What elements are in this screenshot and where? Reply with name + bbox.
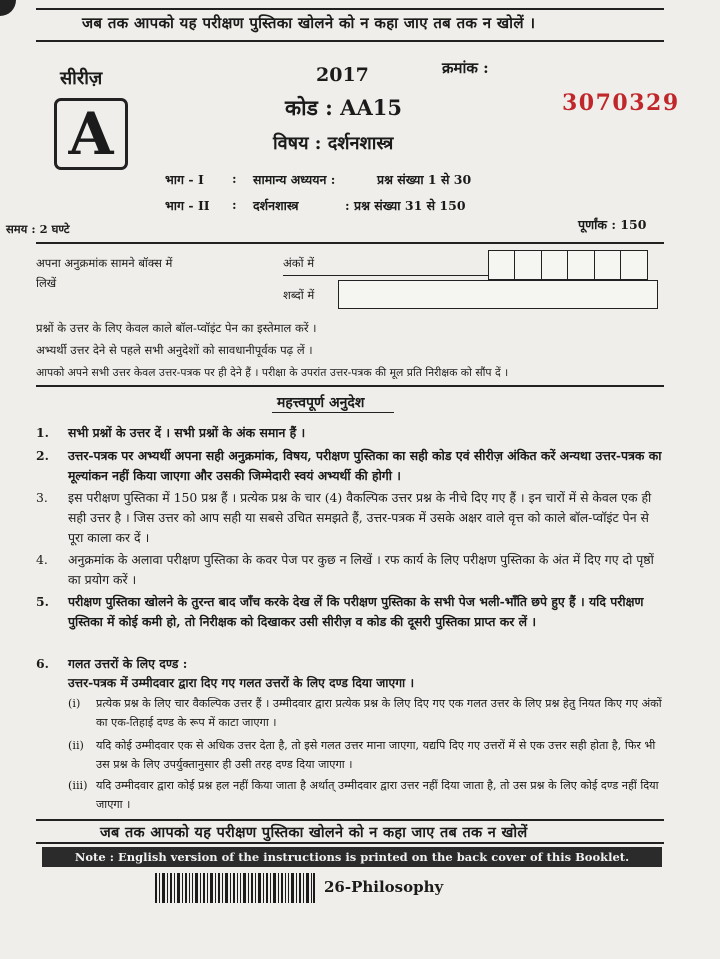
time-allowed: समय : 2 घण्टे xyxy=(6,222,70,236)
roll-digit-box[interactable] xyxy=(567,250,595,280)
series-label: सीरीज़ xyxy=(60,68,103,89)
instruction-1 xyxy=(36,423,666,445)
part-2-sep: : xyxy=(232,197,237,212)
instruction-number: 4. xyxy=(36,552,48,567)
english-note-bar xyxy=(42,847,662,867)
barcode-image xyxy=(155,873,315,903)
notes-rule xyxy=(36,385,664,387)
serial-number: 3070329 xyxy=(562,90,680,116)
instruction-text: इस परीक्षण पुस्तिका में 150 प्रश्न हैं । प्रत्येक प्रश्न के चार (4) वैकल्पिक उत्तर प्रश्न के नीचे दिए गए हैं । इन चारों में से केवल एक ही सही उत्तर है । जिस उत्तर को आप सही या सबसे उचित समझते हैं, उत्तर-पत्रक में उसके अक्षर वाले वृत्त को काले बॉल-प्वॉइंट पेन से पूरा काला कर दें । xyxy=(68,490,652,545)
penalty-number: (ii) xyxy=(68,739,84,752)
instruction-text: परीक्षण पुस्तिका खोलने के तुरन्त बाद जाँच करके देख लें कि परीक्षण पुस्तिका के सभी पेज भली-भाँति छपे हुए हैं । यदि परीक्षण पुस्तिका में कोई कमी हो, तो निरीक्षक को दिखाकर उसी सीरीज़ व कोड की दूसरी पुस्तिका प्राप्त कर लें । xyxy=(68,594,644,629)
instruction-4 xyxy=(36,550,666,592)
instruction-3 xyxy=(36,488,666,550)
instruction-number: 2. xyxy=(36,448,49,463)
top-banner-rule xyxy=(36,40,664,42)
penalty-text: यदि उम्मीदवार द्वारा कोई प्रश्न हल नहीं किया जाता है अर्थात् उम्मीदवार द्वारा उत्तर नहीं दिया जाता है, तो उस प्रश्न के लिए कोई दण्ड नहीं दिया जाएगा । xyxy=(96,779,659,811)
penalty-number: (i) xyxy=(68,697,81,710)
roll-digit-box[interactable] xyxy=(541,250,569,280)
pre-note-2: अभ्यर्थी उत्तर देने से पहले सभी अनुदेशों को सावधानीपूर्वक पढ़ लें । xyxy=(36,343,313,357)
bottom-banner-rule xyxy=(36,842,664,844)
in-words-label: शब्दों में xyxy=(283,288,315,302)
instruction-text: सभी प्रश्नों के उत्तर दें । सभी प्रश्नों के अंक समान हैं । xyxy=(68,425,306,440)
roll-prompt-line1: अपना अनुक्रमांक सामने बॉक्स में xyxy=(36,256,173,270)
booklet-subject: 26-Philosophy xyxy=(324,878,444,896)
pre-note-3: आपको अपने सभी उत्तर केवल उत्तर-पत्रक पर ही देने हैं । परीक्षा के उपरांत उत्तर-पत्रक की मूल प्रति निरीक्षक को सौंप दें । xyxy=(36,366,509,379)
bottom-banner-top-rule xyxy=(36,819,664,821)
instruction-2 xyxy=(36,446,666,488)
penalty-item-1 xyxy=(68,694,668,734)
booklet-code: कोड : AA15 xyxy=(285,95,402,120)
penalty-item-3 xyxy=(68,776,668,816)
digits-underline xyxy=(283,275,488,276)
roll-digit-box[interactable] xyxy=(488,250,516,280)
pre-note-1: प्रश्नों के उत्तर के लिए केवल काले बॉल-प्वॉइंट पेन का इस्तेमाल करें । xyxy=(36,321,317,335)
full-marks: पूर्णांक : 150 xyxy=(578,217,647,232)
penalty-intro: उत्तर-पत्रक में उम्मीदवार द्वारा दिए गए गलत उत्तरों के लिए दण्ड दिया जाएगा । xyxy=(68,676,415,690)
title-underline xyxy=(272,412,394,413)
english-note: Note : English version of the instructions is printed on the back cover of this Booklet. xyxy=(74,850,630,864)
serial-label: क्रमांक : xyxy=(442,59,489,77)
instruction-number: 1. xyxy=(36,425,49,440)
instruction-text: अनुक्रमांक के अलावा परीक्षण पुस्तिका के कवर पेज पर कुछ न लिखें । रफ कार्य के लिए परीक्षण पुस्तिका के अंत में दिए गए दो पृष्ठों का प्रयोग करें । xyxy=(68,552,654,587)
roll-digit-boxes[interactable] xyxy=(489,250,648,280)
top-banner: जब तक आपको यह परीक्षण पुस्तिका खोलने को न कहा जाए तब तक न खोलें । xyxy=(82,14,536,32)
instruction-number: 6. xyxy=(36,656,49,671)
roll-digit-box[interactable] xyxy=(594,250,622,280)
in-digits-label: अंकों में xyxy=(283,256,315,270)
instruction-text: उत्तर-पत्रक पर अभ्यर्थी अपना सही अनुक्रमांक, विषय, परीक्षण पुस्तिका का सही कोड एवं सीरीज़ अंकित करें अन्यथा उत्तर-पत्रक का मूल्यांकन नहीं किया जाएगा और उसकी जिम्मेदारी स्वयं अभ्यर्थी की होगी । xyxy=(68,448,662,483)
instruction-number: 3. xyxy=(36,490,48,505)
penalty-item-2 xyxy=(68,736,668,776)
roll-digit-box[interactable] xyxy=(514,250,542,280)
roll-words-box[interactable] xyxy=(338,280,658,309)
penalty-number: (iii) xyxy=(68,779,88,792)
penalty-text: प्रत्येक प्रश्न के लिए चार वैकल्पिक उत्तर हैं । उम्मीदवार द्वारा प्रत्येक प्रश्न के लिए दिए गए एक गलत उत्तर के लिए प्रश्न हेतु नियत किए गए अंकों का एक-तिहाई दण्ड के रूप में काटा जाएगा । xyxy=(96,697,662,729)
penalty-text: यदि कोई उम्मीदवार एक से अधिक उत्तर देता है, तो इसे गलत उत्तर माना जाएगा, यद्यपि दिए गए उत्तरों में से एक उत्तर सही होता है, फिर भी उस प्रश्न के लिए उपर्युक्तानुसार ही उसी तरह दण्ड दिया जाएगा । xyxy=(96,739,656,771)
marks-rule xyxy=(36,242,664,244)
exam-year: 2017 xyxy=(316,64,369,86)
part-1-label: भाग - I xyxy=(165,172,204,187)
bottom-banner: जब तक आपको यह परीक्षण पुस्तिका खोलने को न कहा जाए तब तक न खोलें xyxy=(100,824,528,841)
top-rule xyxy=(36,8,664,10)
subject: विषय : दर्शनशास्त्र xyxy=(273,133,394,154)
instruction-6 xyxy=(36,654,666,676)
part-1-name: सामान्य अध्ययन : xyxy=(253,172,336,187)
instruction-5 xyxy=(36,592,666,654)
part-2-range: : प्रश्न संख्या 31 से 150 xyxy=(345,198,466,213)
part-1-sep: : xyxy=(232,171,237,186)
series-letter-box: A xyxy=(54,98,128,170)
instruction-number: 5. xyxy=(36,594,49,609)
instruction-text: गलत उत्तरों के लिए दण्ड : xyxy=(68,656,188,671)
roll-prompt-line2: लिखें xyxy=(36,276,57,290)
page-corner-mark xyxy=(0,0,16,16)
part-2-name: दर्शनशास्त्र xyxy=(253,198,299,213)
part-1-range: प्रश्न संख्या 1 से 30 xyxy=(377,172,472,187)
roll-digit-box[interactable] xyxy=(620,250,648,280)
part-2-label: भाग - II xyxy=(165,198,210,213)
instructions-title: महत्त्वपूर्ण अनुदेश xyxy=(277,395,365,411)
